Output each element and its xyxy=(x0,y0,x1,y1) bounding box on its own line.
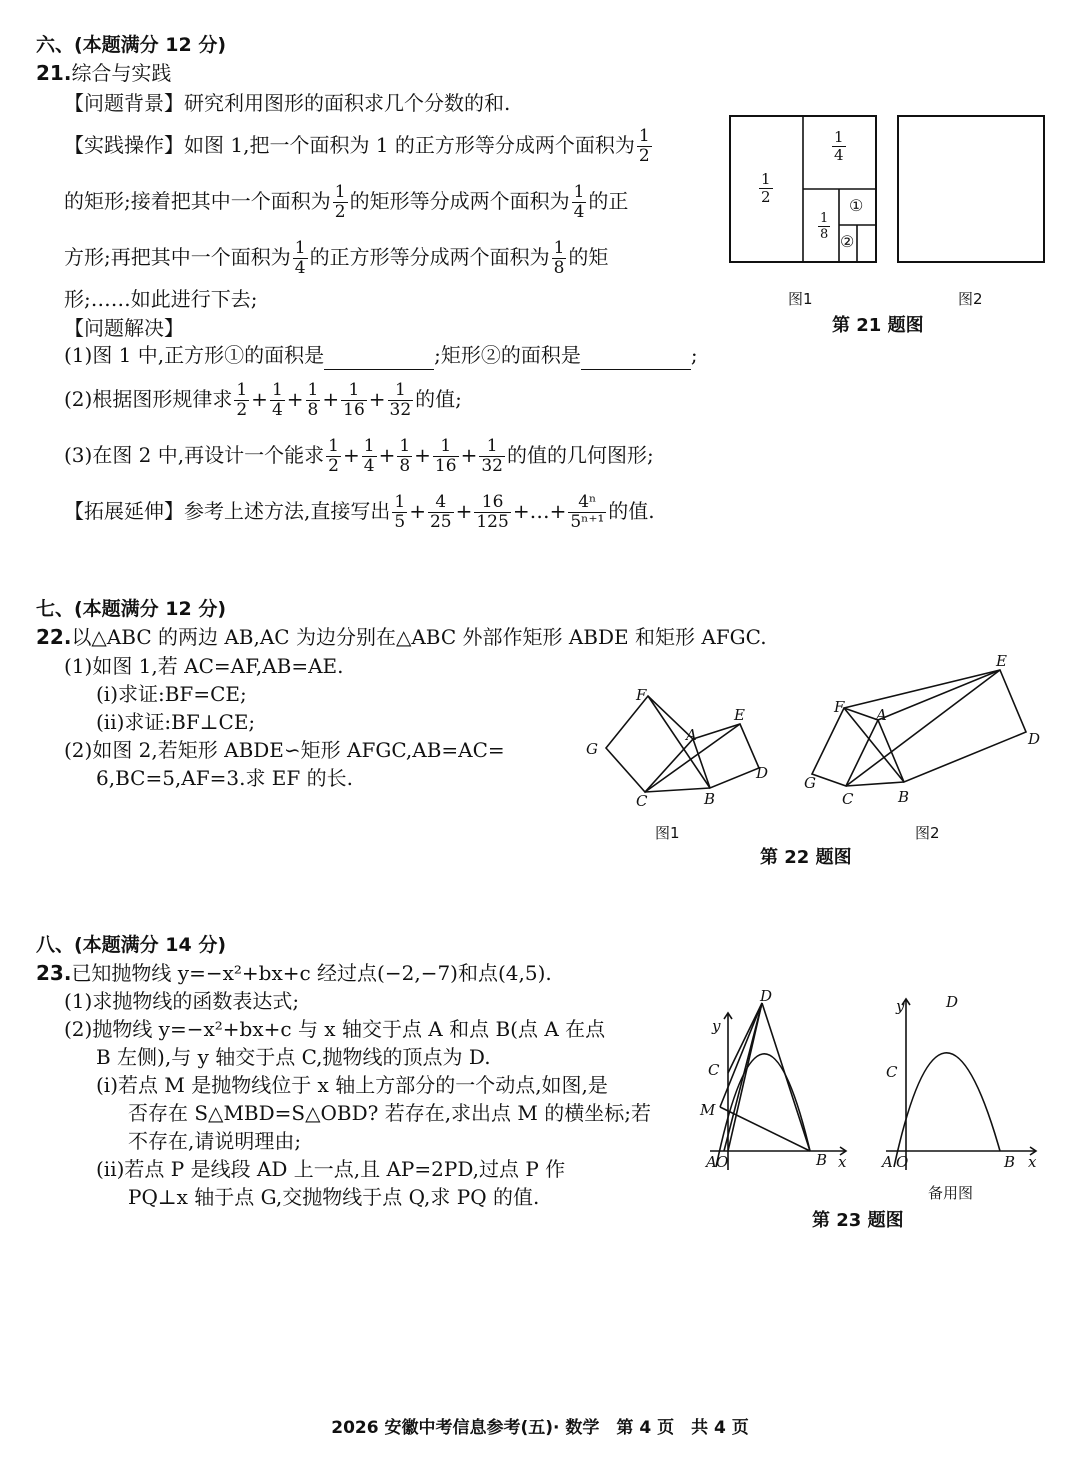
q22-part1-i: (i)求证:BF=CE; xyxy=(96,682,247,706)
q23-part1: (1)求抛物线的函数表达式; xyxy=(64,989,300,1013)
fig21-label-quarter: $\frac{1}{4}$ xyxy=(834,128,844,164)
q23-part2-i-line1: (i)若点 M 是抛物线位于 x 轴上方部分的一个动点,如图,是 xyxy=(96,1073,608,1097)
operation-text-3c: 的矩 xyxy=(568,245,609,269)
fraction-quarter: $\frac{1}{4}$ xyxy=(294,238,306,278)
fig21-label-eighth: $\frac{1}{8}$ xyxy=(820,211,829,242)
extension-label: 【拓展延伸】 xyxy=(64,499,184,523)
fig21-label-circle1: ① xyxy=(849,196,864,215)
fig21-label-circle2: ② xyxy=(840,232,855,251)
svg-text:C: C xyxy=(842,790,854,808)
page-footer: 2026 安徽中考信息参考(五)· 数学 第 4 页 共 4 页 xyxy=(331,1418,749,1438)
q21-operation-line1 xyxy=(64,128,654,165)
q23-part2-i-line2: 否存在 S△MBD=S△OBD? 若存在,求出点 M 的横坐标;若 xyxy=(128,1101,651,1125)
svg-text:O: O xyxy=(716,1153,729,1171)
fig22-caption-2: 图2 xyxy=(915,824,940,842)
q21-extension: 【拓展延伸】参考上述方法,直接写出 $\frac{1}{5}$ + $\frac{4}{25}$ + $\frac{16}{125}$ +…+ $\frac{\text{4ⁿ}}{\text{5ⁿ⁺¹}}$ 的值. xyxy=(64,492,655,532)
svg-text:x: x xyxy=(1028,1153,1037,1171)
q22-number: 22. xyxy=(36,625,72,649)
svg-text:D: D xyxy=(1028,730,1041,748)
background-label: 【问题背景】 xyxy=(64,91,184,115)
svg-text:C: C xyxy=(886,1063,898,1081)
figure-21 xyxy=(728,114,1048,266)
fraction-eighth: $\frac{1}{8}$ xyxy=(553,238,565,278)
q21-title-text: 综合与实践 xyxy=(71,61,172,85)
svg-text:C: C xyxy=(636,792,648,810)
fig21-caption-2: 图2 xyxy=(958,290,983,308)
svg-text:B: B xyxy=(816,1151,828,1169)
operation-text-1: 如图 1,把一个面积为 1 的正方形等分成两个面积为 xyxy=(184,133,635,157)
q21-title xyxy=(36,58,171,88)
extension-text-b: 的值. xyxy=(608,499,655,523)
fraction-half: $\frac{1}{2}$ xyxy=(638,126,650,166)
operation-text-2a: 的矩形;接着把其中一个面积为 xyxy=(64,189,331,213)
svg-text:G: G xyxy=(586,740,598,758)
svg-text:A: A xyxy=(706,1153,717,1171)
operation-label: 【实践操作】 xyxy=(64,133,184,157)
fig22-caption-1: 图1 xyxy=(655,824,680,842)
fig21-caption-1: 图1 xyxy=(788,290,813,308)
q22-text: 以△ABC 的两边 AB,AC 为边分别在△ABC 外部作矩形 ABDE 和矩形 AFGC. xyxy=(71,625,767,649)
solve-label: 【问题解决】 xyxy=(64,316,184,340)
fig23-spare-caption: 备用图 xyxy=(928,1184,974,1202)
q22-part1: (1)如图 1,若 AC=AF,AB=AE. xyxy=(64,654,344,678)
svg-text:A: A xyxy=(686,726,697,744)
q23-stem xyxy=(36,958,552,988)
background-text: 研究利用图形的面积求几个分数的和. xyxy=(184,91,511,115)
svg-text:B: B xyxy=(898,788,910,806)
q21-part3: (3)在图 2 中,再设计一个能求 $\frac{1}{2}$ + $\frac{1}{4}$ + $\frac{1}{8}$ + $\frac{1}{16}$ + $\frac{1}{32}$ 的值的几何图形; xyxy=(64,436,654,476)
part1-text-a: (1)图 1 中,正方形①的面积是 xyxy=(64,343,325,367)
fig22-title: 第 22 题图 xyxy=(760,847,852,868)
fig21-label-half: $\frac{1}{2}$ xyxy=(761,170,771,206)
section-8-heading: 八、(本题满分 14 分) xyxy=(36,934,227,956)
svg-text:D: D xyxy=(760,987,773,1005)
q21-operation-line2 xyxy=(64,184,628,221)
operation-text-3a: 方形;再把其中一个面积为 xyxy=(64,245,291,269)
q22-part1-ii: (ii)求证:BF⊥CE; xyxy=(96,710,256,734)
q23-part2-ii-line2: PQ⊥x 轴于点 G,交抛物线于点 Q,求 PQ 的值. xyxy=(128,1185,540,1209)
svg-text:M: M xyxy=(700,1101,716,1119)
q22-part2-line2: 6,BC=5,AF=3.求 EF 的长. xyxy=(96,766,354,790)
operation-text-3b: 的正方形等分成两个面积为 xyxy=(309,245,550,269)
svg-text:B: B xyxy=(704,790,716,808)
svg-text:y: y xyxy=(712,1017,721,1035)
svg-text:C: C xyxy=(708,1061,720,1079)
svg-text:A: A xyxy=(882,1153,893,1171)
svg-text:D: D xyxy=(946,993,959,1011)
fig21-title: 第 21 题图 xyxy=(832,315,924,336)
svg-text:y: y xyxy=(896,997,905,1015)
operation-text-2b: 的矩形等分成两个面积为 xyxy=(349,189,570,213)
figure-23 xyxy=(690,985,1060,1180)
answer-blank-1[interactable] xyxy=(324,349,434,370)
part1-text-c: ; xyxy=(690,343,698,367)
q21-operation-line3 xyxy=(64,240,608,277)
svg-text:E: E xyxy=(996,652,1007,670)
q22-part2-line1: (2)如图 2,若矩形 ABDE∽矩形 AFGC,AB=AC= xyxy=(64,738,505,762)
q23-part2-line2: B 左侧),与 y 轴交于点 C,抛物线的顶点为 D. xyxy=(96,1045,491,1069)
q21-number: 21. xyxy=(36,61,72,85)
part2-text-b: 的值; xyxy=(415,387,462,411)
q23-part2-line1: (2)抛物线 y=−x²+bx+c 与 x 轴交于点 A 和点 B(点 A 在点 xyxy=(64,1017,606,1041)
svg-text:D: D xyxy=(756,764,769,782)
figure-22 xyxy=(578,648,1056,818)
q21-operation-line4: 形;……如此进行下去; xyxy=(64,287,258,311)
fig23-title: 第 23 题图 xyxy=(812,1210,904,1231)
q23-number: 23. xyxy=(36,961,72,985)
svg-text:O: O xyxy=(896,1153,909,1171)
part1-text-b: ;矩形②的面积是 xyxy=(434,343,581,367)
part3-text-b: 的值的几何图形; xyxy=(506,443,654,467)
operation-text-2c: 的正 xyxy=(588,189,629,213)
q23-text: 已知抛物线 y=−x²+bx+c 经过点(−2,−7)和点(4,5). xyxy=(71,961,552,985)
fraction-half: $\frac{1}{2}$ xyxy=(334,182,346,222)
fraction-quarter: $\frac{1}{4}$ xyxy=(573,182,585,222)
svg-text:F: F xyxy=(834,698,845,716)
q21-part2: (2)根据图形规律求 $\frac{1}{2}$ + $\frac{1}{4}$ + $\frac{1}{8}$ + $\frac{1}{16}$ + $\frac{1}{32}$ 的值; xyxy=(64,380,462,420)
part2-text-a: (2)根据图形规律求 xyxy=(64,387,233,411)
q23-part2-ii-line1: (ii)若点 P 是线段 AD 上一点,且 AP=2PD,过点 P 作 xyxy=(96,1157,566,1181)
section-7-heading: 七、(本题满分 12 分) xyxy=(36,598,227,620)
extension-text-a: 参考上述方法,直接写出 xyxy=(184,499,391,523)
q21-background xyxy=(64,88,510,118)
svg-text:G: G xyxy=(804,774,816,792)
svg-text:F: F xyxy=(636,686,647,704)
q21-part1 xyxy=(64,340,698,370)
part3-text-a: (3)在图 2 中,再设计一个能求 xyxy=(64,443,325,467)
section-6-heading: 六、(本题满分 12 分) xyxy=(36,34,227,56)
svg-text:A: A xyxy=(876,706,887,724)
answer-blank-2[interactable] xyxy=(581,349,691,370)
svg-text:E: E xyxy=(734,706,745,724)
q23-part2-i-line3: 不存在,请说明理由; xyxy=(128,1129,302,1153)
svg-text:B: B xyxy=(1004,1153,1016,1171)
svg-text:x: x xyxy=(838,1153,847,1171)
